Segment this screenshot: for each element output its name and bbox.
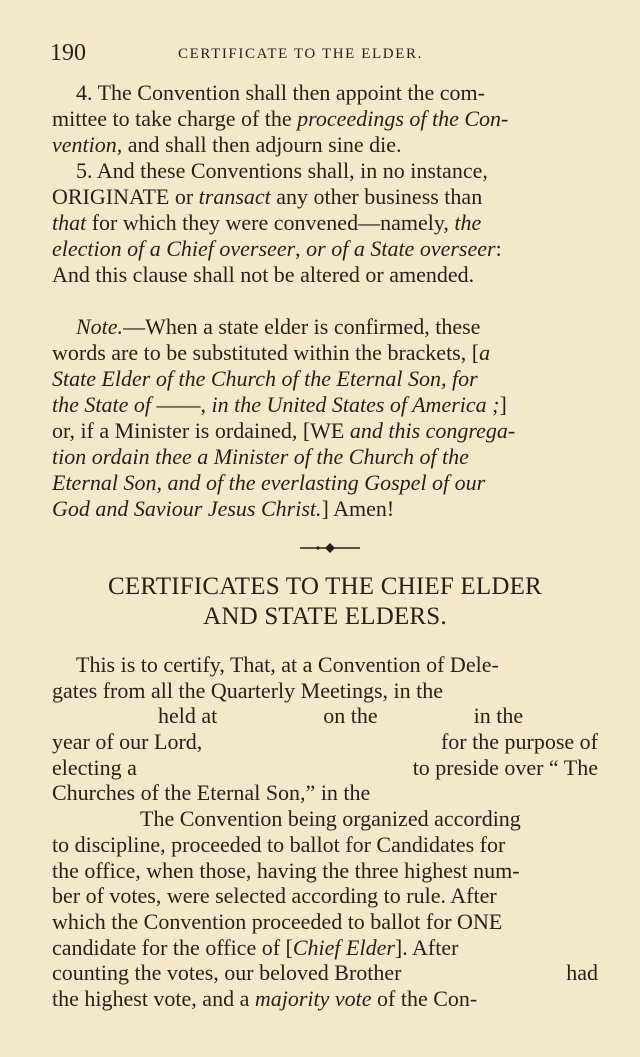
item-4-line-3: vention, and shall then adjourn sine die. [52,132,402,157]
text-line [52,366,598,392]
cert-line-5a: electing a [52,754,137,780]
cert-line-12: candidate for the office of [Chief Elder]. After [52,934,459,960]
text-line [52,392,598,418]
text-line [52,106,598,132]
note-line-8: God and Saviour Jesus Christ.] Amen! [52,496,395,521]
text-line [52,236,598,262]
note-line-4: the State of ——, in the United States of America ;] [52,392,507,417]
text-line [52,780,598,806]
item-4-line-2: mittee to take charge of the proceedings of the Con- [52,106,509,131]
text-line [52,652,598,678]
text-line [52,678,598,704]
cert-line-6: Churches of the Eternal Son,” in the [52,780,371,806]
section-divider-ornament [300,541,360,555]
cert-line-10: ber of votes, were selected according to rule. After [52,883,497,909]
text-line [52,883,598,909]
certificate-text [52,652,598,1012]
rules-text [52,80,598,522]
cert-line-1: This is to certify, That, at a Convention of Dele- [76,652,499,677]
section-heading-line-1: CERTIFICATES TO THE CHIEF ELDER [108,573,542,600]
text-line [52,832,598,858]
text-line [52,986,598,1012]
cert-line-3b: on the [323,703,378,729]
item-5-line-3: that for which they were convened—namely, the [52,210,482,235]
item-5-line-2: ORIGINATE or transact any other business than [52,184,483,209]
cert-line-8: to discipline, proceeded to ballot for Candidates for [52,831,506,857]
section-heading [52,572,598,632]
cert-line-4b: for the purpose of [440,729,598,755]
text-line [52,935,598,961]
cert-line-14: the highest vote, and a majority vote of the Con- [52,985,478,1011]
cert-line-9: the office, when those, having the three highest num- [52,857,520,883]
text-line [52,262,598,288]
text-line [52,184,598,210]
cert-line-3c: in the [473,703,524,729]
text-line [52,132,598,158]
text-line [52,80,598,106]
cert-line-13a: counting the votes, our beloved Brother [52,960,402,986]
cert-line-3a: held at [158,703,218,729]
text-line [52,418,598,444]
text-line [52,158,598,184]
text-line [52,314,598,340]
page-number: 190 [50,40,86,66]
page-header [50,40,598,66]
note-line-5: or, if a Minister is ordained, [WE and this congrega- [52,418,516,443]
cert-line-13b: had [566,960,598,986]
item-5-line-1: 5. And these Conventions shall, in no instance, [76,158,488,183]
text-line [52,858,598,884]
text-line [52,703,598,729]
text-line [52,340,598,366]
note-line-6: tion ordain thee a Minister of the Church of the [52,444,469,469]
item-4-line-1: 4. The Convention shall then appoint the com- [76,80,485,105]
cert-line-2: gates from all the Quarterly Meetings, in the [52,677,443,703]
text-line [52,496,598,522]
note-line-7: Eternal Son, and of the everlasting Gospel of our [52,470,486,495]
text-line [52,470,598,496]
text-line [52,909,598,935]
text-line [52,960,598,986]
item-5-line-5: And this clause shall not be altered or amended. [52,262,475,287]
text-line [52,806,598,832]
section-heading-line-2: AND STATE ELDERS. [203,603,447,630]
cert-line-7: The Convention being organized according [140,806,521,832]
text-line [52,444,598,470]
text-line [52,729,598,755]
item-5-line-4: election of a Chief overseer, or of a State overseer: [52,236,502,261]
cert-line-5b: to preside over “ The [412,754,598,780]
note-line-1: Note.—When a state elder is confirmed, these [76,314,481,339]
cert-line-4a: year of our Lord, [52,729,203,755]
text-line [52,755,598,781]
text-line [52,210,598,236]
running-head: CERTIFICATE TO THE ELDER. [178,46,423,62]
note-line-3: State Elder of the Church of the Eternal Son, for [52,366,478,391]
cert-line-11: which the Convention proceeded to ballot for ONE [52,908,503,934]
note-line-2: words are to be substituted within the brackets, [a [52,340,491,365]
